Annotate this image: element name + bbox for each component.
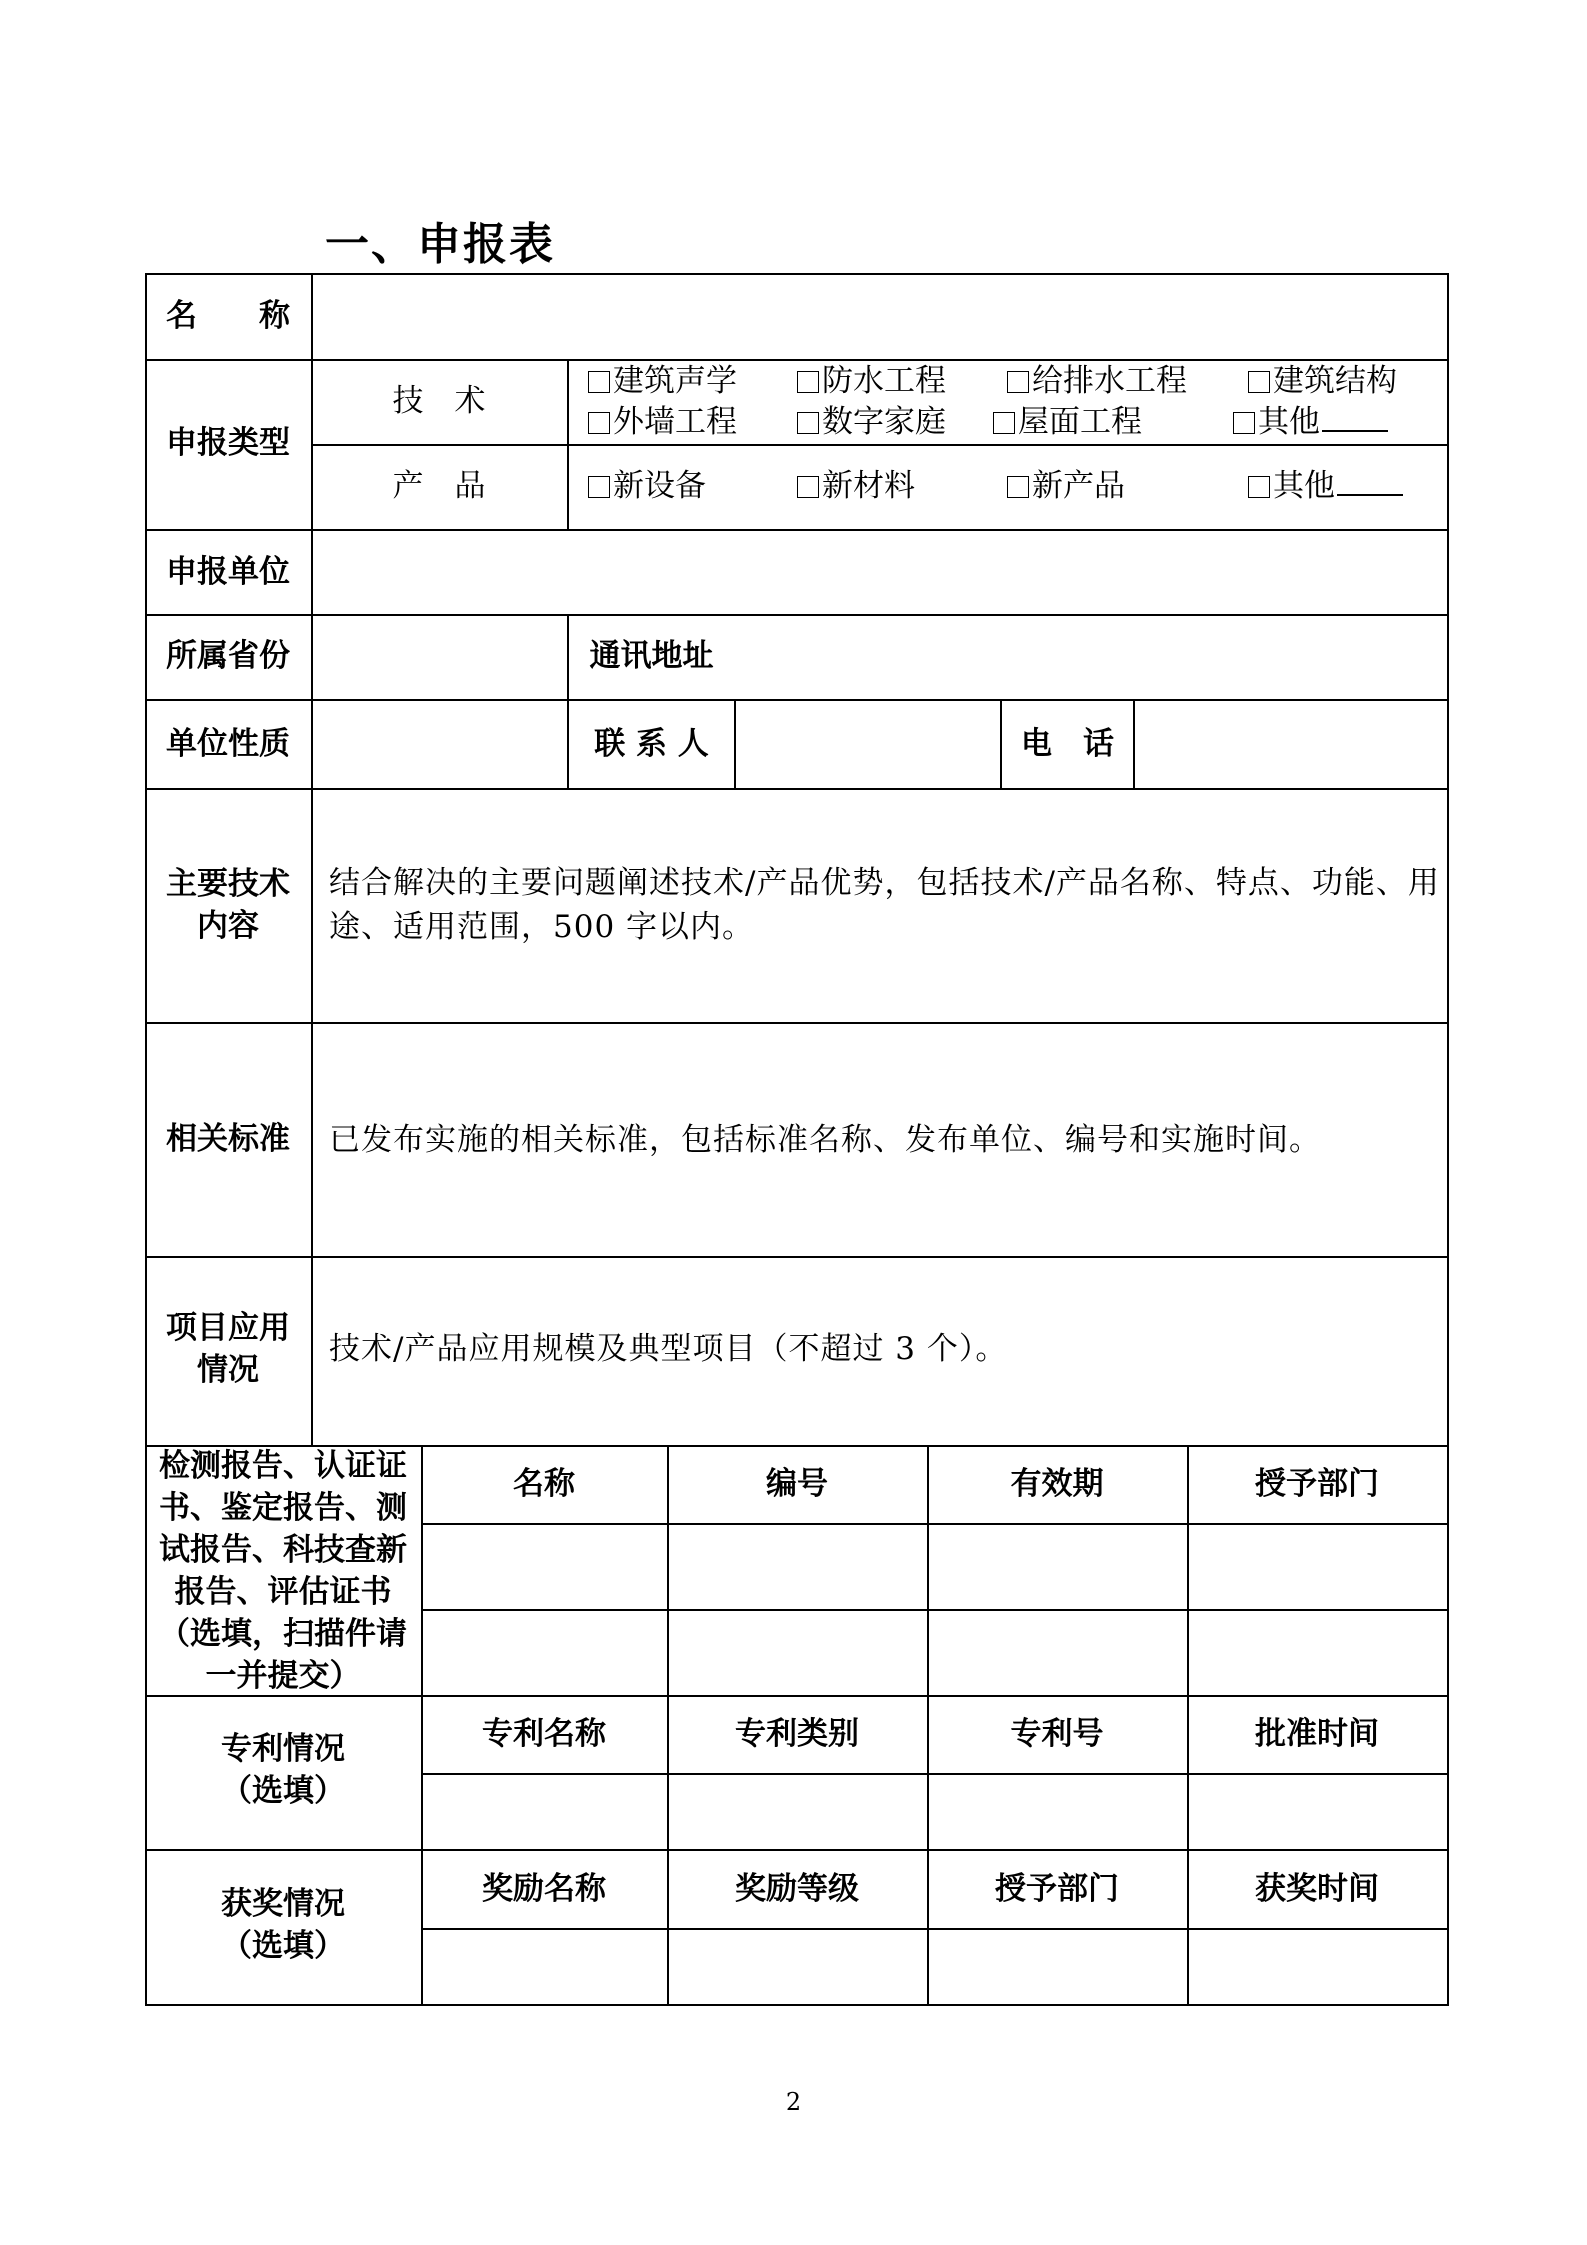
checkbox-icon <box>1007 476 1029 498</box>
tech-option-structure[interactable]: 建筑结构 <box>1248 360 1397 402</box>
tech-option-waterproof[interactable]: 防水工程 <box>797 360 946 402</box>
product-option-product[interactable]: 新产品 <box>1007 465 1125 507</box>
patent-header-number: 专利号 <box>1010 1716 1104 1752</box>
contact-field[interactable] <box>736 701 999 787</box>
award-header-level: 奖励等级 <box>735 1871 859 1907</box>
patent-header-name: 专利名称 <box>482 1716 606 1752</box>
province-label: 所属省份 <box>166 638 290 674</box>
content-hint[interactable]: 结合解决的主要问题阐述技术/产品优势，包括技术/产品名称、特点、功能、用 途、适用范围，500 字以内。 <box>329 865 1440 945</box>
page-title: 一、申报表 <box>325 219 555 270</box>
checkbox-icon <box>1248 371 1270 393</box>
product-option-material[interactable]: 新材料 <box>797 465 915 507</box>
checkbox-icon <box>588 371 610 393</box>
award-label: 获奖情况 （选填） <box>221 1886 345 1964</box>
standard-label: 相关标准 <box>166 1121 290 1157</box>
reports-header-validity: 有效期 <box>1010 1466 1104 1502</box>
name-field[interactable] <box>313 275 1445 359</box>
contact-label: 联 系 人 <box>594 726 709 762</box>
other-blank[interactable] <box>1337 470 1403 496</box>
address-label: 通讯地址 <box>589 638 714 674</box>
award-header-issuer: 授予部门 <box>995 1871 1119 1907</box>
product-option-other[interactable]: 其他 <box>1248 465 1403 507</box>
name-label: 名 称 <box>166 298 290 334</box>
other-blank[interactable] <box>1322 406 1388 432</box>
reports-header-issuer: 授予部门 <box>1255 1466 1379 1502</box>
product-option-equipment[interactable]: 新设备 <box>588 465 706 507</box>
category-label: 申报类型 <box>166 425 290 461</box>
phone-field[interactable] <box>1135 701 1445 787</box>
unit-field[interactable] <box>313 531 1445 613</box>
patent-label: 专利情况 （选填） <box>221 1731 345 1809</box>
application-form <box>145 273 1449 2005</box>
content-label: 主要技术 内容 <box>166 866 290 944</box>
checkbox-icon <box>588 412 610 434</box>
checkbox-icon <box>797 412 819 434</box>
standard-hint[interactable]: 已发布实施的相关标准，包括标准名称、发布单位、编号和实施时间。 <box>329 1122 1321 1158</box>
nature-field[interactable] <box>313 701 566 787</box>
phone-label: 电 话 <box>1021 726 1114 762</box>
application-hint[interactable]: 技术/产品应用规模及典型项目（不超过 3 个）。 <box>329 1331 1008 1367</box>
reports-header-number: 编号 <box>766 1466 828 1502</box>
tech-option-acoustics[interactable]: 建筑声学 <box>588 360 737 402</box>
tech-option-roofing[interactable]: 屋面工程 <box>993 401 1142 443</box>
checkbox-icon <box>797 371 819 393</box>
province-field[interactable] <box>313 616 566 698</box>
patent-header-type: 专利类别 <box>735 1716 859 1752</box>
checkbox-icon <box>1248 476 1270 498</box>
product-label: 产 品 <box>392 468 486 504</box>
tech-option-exterior-wall[interactable]: 外墙工程 <box>588 401 737 443</box>
nature-label: 单位性质 <box>166 726 290 762</box>
tech-label: 技 术 <box>392 383 486 419</box>
tech-option-digital-home[interactable]: 数字家庭 <box>797 401 946 443</box>
checkbox-icon <box>993 412 1015 434</box>
reports-header-name: 名称 <box>513 1466 575 1502</box>
checkbox-icon <box>1007 371 1029 393</box>
application-label: 项目应用 情况 <box>166 1310 290 1388</box>
checkbox-icon <box>797 476 819 498</box>
checkbox-icon <box>588 476 610 498</box>
page-number: 2 <box>785 2088 802 2116</box>
address-field[interactable] <box>736 616 1445 698</box>
award-header-date: 获奖时间 <box>1255 1871 1379 1907</box>
unit-label: 申报单位 <box>166 554 290 590</box>
patent-header-date: 批准时间 <box>1255 1716 1379 1752</box>
award-header-name: 奖励名称 <box>482 1871 606 1907</box>
tech-option-plumbing[interactable]: 给排水工程 <box>1007 360 1187 402</box>
checkbox-icon <box>1233 412 1255 434</box>
reports-label: 检测报告、认证证 书、鉴定报告、测 试报告、科技查新 报告、评估证书 （选填，扫描件请 一并提交） <box>159 1448 407 1694</box>
tech-option-other[interactable]: 其他 <box>1233 401 1388 443</box>
